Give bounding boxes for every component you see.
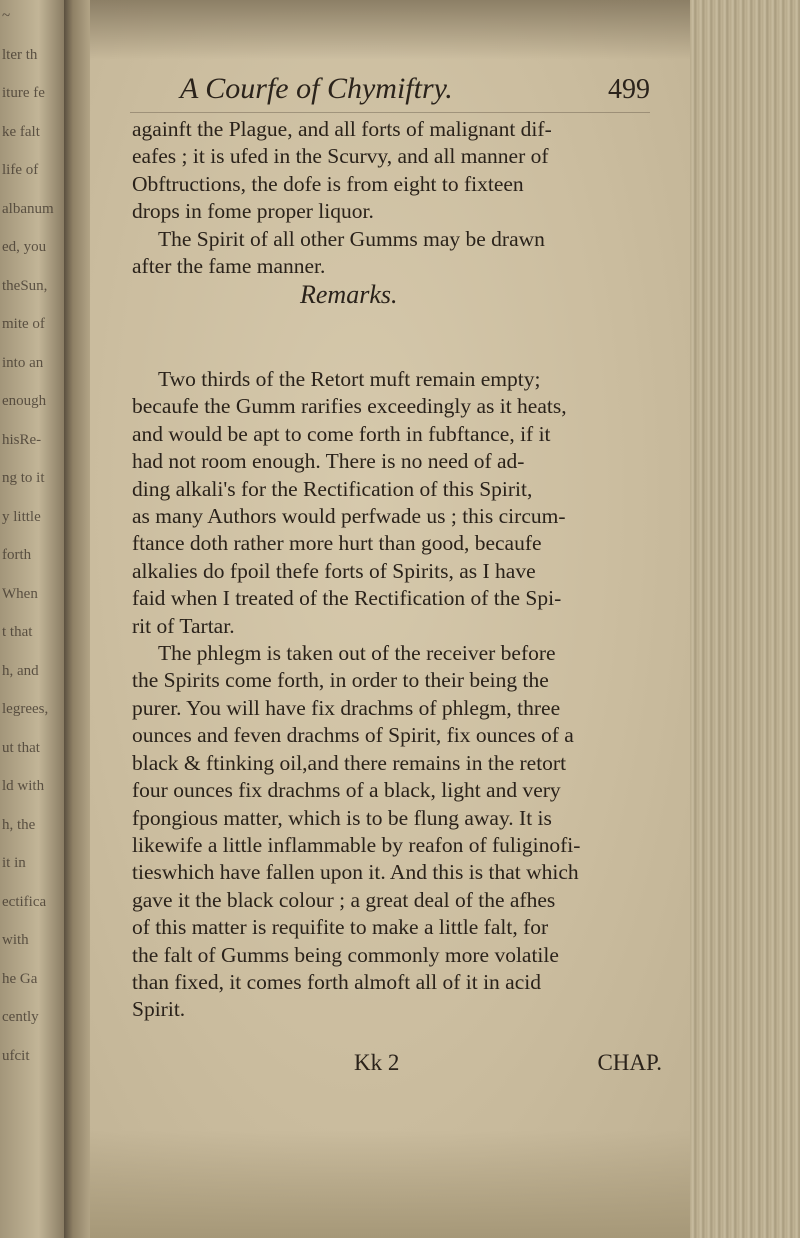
text-line: ding alkali's for the Rectification of this Spirit, <box>132 476 533 501</box>
facing-page-fragment: with <box>2 932 29 948</box>
text-line: Obftructions, the dofe is from eight to fixteen <box>132 171 524 196</box>
facing-page-fragment: theSun, <box>2 277 48 294</box>
text-line: likewife a little inflammable by reafon of fuliginofi- <box>132 832 581 857</box>
text-line: faid when I treated of the Rectification of the Spi- <box>132 586 562 611</box>
text-line: and would be apt to come forth in fubftance, if it <box>132 421 551 446</box>
facing-page-fragment: h, the <box>2 816 36 833</box>
page-footer <box>132 1050 662 1080</box>
text-line: than fixed, it comes forth almoft all of it in acid <box>132 969 541 994</box>
text-line: gave it the black colour ; a great deal of the afhes <box>132 887 556 912</box>
facing-page-fragment: forth <box>2 547 32 563</box>
text-line: black & ftinking oil,and there remains in the retort <box>132 750 567 775</box>
text-line: becaufe the Gumm rarifies exceedingly as it heats, <box>132 394 567 419</box>
running-title: A Courfe of Chymiftry. <box>180 72 453 105</box>
facing-page-fragment: into an <box>2 354 44 371</box>
facing-page-fragment: h, and <box>2 662 39 679</box>
text-line: The Spirit of all other Gumms may be drawn <box>158 226 545 251</box>
facing-page-fragment: ufcit <box>2 1047 30 1064</box>
facing-page-fragment: t that <box>2 624 33 640</box>
book-gutter <box>64 0 90 1238</box>
text-line: drops in fome proper liquor. <box>132 199 374 224</box>
running-header <box>130 72 650 112</box>
facing-page-fragment: legrees, <box>2 701 49 717</box>
text-line: fpongious matter, which is to be flung away. It is <box>132 805 552 830</box>
text-block-recipe-end <box>132 116 662 280</box>
text-line: purer. You will have fix drachms of phlegm, three <box>132 695 561 720</box>
facing-page-fragment: cently <box>2 1009 39 1025</box>
text-line: ftance doth rather more hurt than good, becaufe <box>132 531 542 556</box>
text-line: the Spirits come forth, in order to their being the <box>132 668 549 693</box>
facing-page-fragment: ectifica <box>2 893 47 910</box>
facing-page-fragment: mite of <box>2 316 45 332</box>
top-shadow <box>90 0 690 60</box>
text-line: the falt of Gumms being commonly more volatile <box>132 942 559 967</box>
facing-page-fragment: life of <box>2 162 39 178</box>
text-line: alkalies do fpoil thefe forts of Spirits, as I have <box>132 558 536 583</box>
text-line: after the fame manner. <box>132 254 326 279</box>
text-line: rit of Tartar. <box>132 613 235 638</box>
text-line: ounces and feven drachms of Spirit, fix ounces of a <box>132 723 574 748</box>
text-line: Spirit. <box>132 997 186 1022</box>
page-number: 499 <box>608 74 650 105</box>
signature-mark: Kk 2 <box>354 1050 400 1075</box>
facing-page-fragment: ut that <box>2 739 40 756</box>
page-edges-stack <box>690 0 800 1238</box>
facing-page-fragment: it in <box>2 855 26 871</box>
facing-page-fragment: When <box>2 585 38 602</box>
text-line: as many Authors would perfwade us ; this circum- <box>132 504 566 529</box>
text-line: tieswhich have fallen upon it. And this is that which <box>132 860 579 885</box>
text-block-remarks <box>132 366 662 1024</box>
facing-page-fragment: hisRe- <box>2 431 42 448</box>
catchword: CHAP. <box>597 1050 662 1075</box>
facing-page-fragment: ng to it <box>2 470 45 486</box>
text-line: The phlegm is taken out of the receiver before <box>158 641 556 666</box>
header-rule <box>130 112 650 113</box>
text-line: of this matter is requifite to make a little falt, for <box>132 915 549 940</box>
facing-page-fragment: ~ <box>2 8 11 24</box>
text-line: four ounces fix drachms of a black, light and very <box>132 778 561 803</box>
bottom-shadow <box>90 1130 690 1238</box>
facing-page-fragment: lter th <box>2 46 38 63</box>
facing-page-fragment: enough <box>2 393 47 409</box>
facing-page-fragment: ed, you <box>2 239 47 255</box>
facing-page-fragment: ld with <box>2 778 45 794</box>
section-heading-remarks: Remarks. <box>300 280 398 309</box>
text-line: Two thirds of the Retort muft remain empty; <box>158 367 541 391</box>
text-line: againft the Plague, and all forts of malignant dif- <box>132 117 552 141</box>
facing-page-fragment: y little <box>2 508 41 525</box>
facing-page-fragment: he Ga <box>2 970 38 987</box>
text-line: had not room enough. There is no need of ad- <box>132 449 525 474</box>
facing-page-fragment: ke falt <box>2 123 40 140</box>
text-line: eafes ; it is ufed in the Scurvy, and all manner of <box>132 144 549 169</box>
facing-page-fragment: albanum <box>2 200 54 217</box>
facing-page-edge <box>0 0 64 1238</box>
facing-page-fragment: iture fe <box>2 85 45 101</box>
